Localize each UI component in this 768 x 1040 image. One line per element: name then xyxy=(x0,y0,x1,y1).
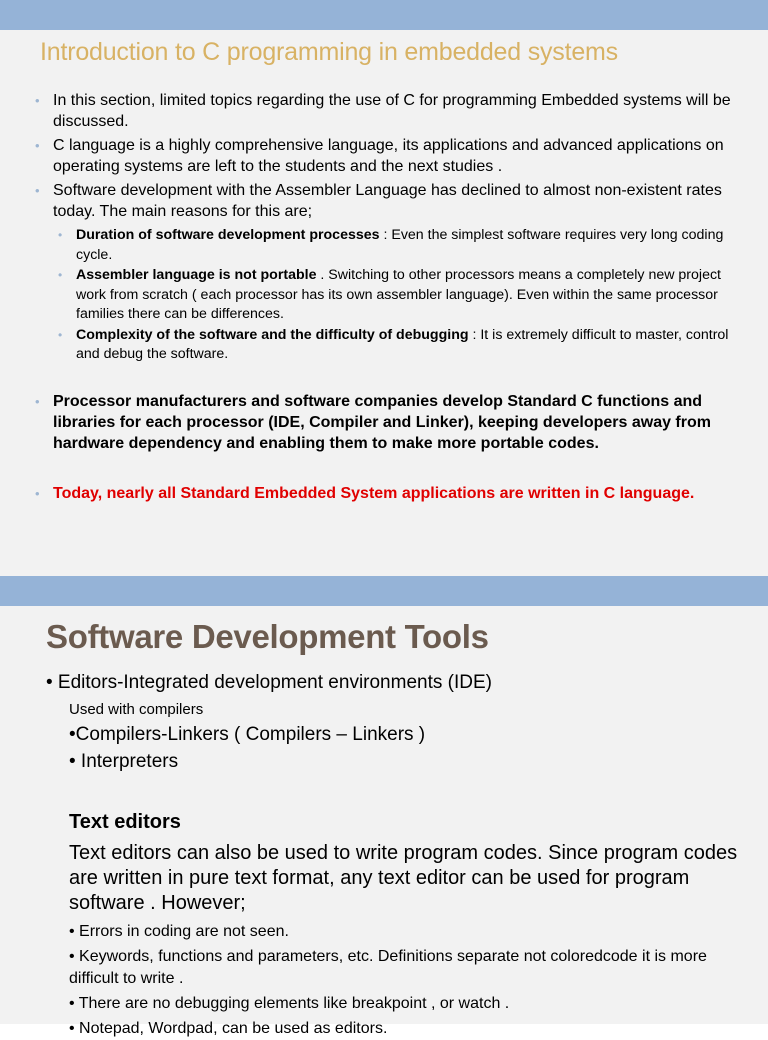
text-editors-paragraph: Text editors can also be used to write program codes. Since program codes are written in pure text format, any text editor can be used for program software . However; xyxy=(69,842,738,914)
interpreters-line: • Interpreters xyxy=(69,751,179,772)
slide-dev-tools xyxy=(0,576,768,1037)
list-item: • Errors in coding are not seen. xyxy=(69,923,289,940)
bullet-dot-icon: • xyxy=(35,183,40,198)
list-item: • Software development with the Assembler Language has declined to almost non-existent rates today. The main reasons for this are; xyxy=(35,182,722,220)
slide-header-band xyxy=(0,576,768,606)
list-item: • Duration of software development processes : Even the simplest software requires very long coding cycle. xyxy=(58,227,724,263)
bold-bullet: • Processor manufacturers and software companies develop Standard C functions and libraries for each processor (IDE, Compiler and Linker), keeping developers away from hardware dependency and enabling them to make more portable codes. xyxy=(35,393,711,452)
ide-line: • Editors-Integrated development environments (IDE) xyxy=(46,672,492,693)
compilers-line: •Compilers-Linkers ( Compilers – Linkers ) xyxy=(69,724,426,745)
bullet-dot-icon: • xyxy=(35,138,40,153)
slide-header-band xyxy=(0,0,768,30)
list-item: • Notepad, Wordpad, can be used as editors. xyxy=(69,1020,388,1037)
editor-points xyxy=(69,921,734,1040)
bullet-dot-icon: • xyxy=(58,228,63,242)
bullet-dot-icon: • xyxy=(58,327,63,342)
bullet-dot-icon: • xyxy=(35,394,40,409)
list-item: • Assembler language is not portable . Switching to other processors means a completely new project work from scratch ( each processor has its own assembler language). Even within the same processor families there can be differences. xyxy=(58,267,721,322)
bullet-list xyxy=(35,90,735,225)
used-with-line: Used with compilers xyxy=(69,701,204,718)
slide-title: Introduction to C programming in embedded systems xyxy=(40,38,618,66)
bullet-dot-icon: • xyxy=(35,93,40,108)
slide-title: Software Development Tools xyxy=(46,618,489,655)
list-item: • C language is a highly comprehensive language, its applications and advanced applications on operating systems are left to the students and the next studies . xyxy=(35,137,724,175)
text-editors-heading: Text editors xyxy=(69,811,181,833)
sub-bullet-list xyxy=(58,226,738,366)
list-item: • In this section, limited topics regarding the use of C for programming Embedded systems will be discussed. xyxy=(35,92,731,130)
list-item: • Complexity of the software and the difficulty of debugging : It is extremely difficult to master, control and debug the software. xyxy=(58,326,729,362)
list-item: • There are no debugging elements like breakpoint , or watch . xyxy=(69,995,510,1012)
list-item: • Keywords, functions and parameters, etc. Definitions separate not coloredcode it is more difficult to write . xyxy=(69,948,707,987)
red-bullet: • Today, nearly all Standard Embedded System applications are written in C language. xyxy=(35,485,695,502)
bullet-dot-icon: • xyxy=(58,268,63,282)
bullet-dot-icon: • xyxy=(35,486,40,501)
